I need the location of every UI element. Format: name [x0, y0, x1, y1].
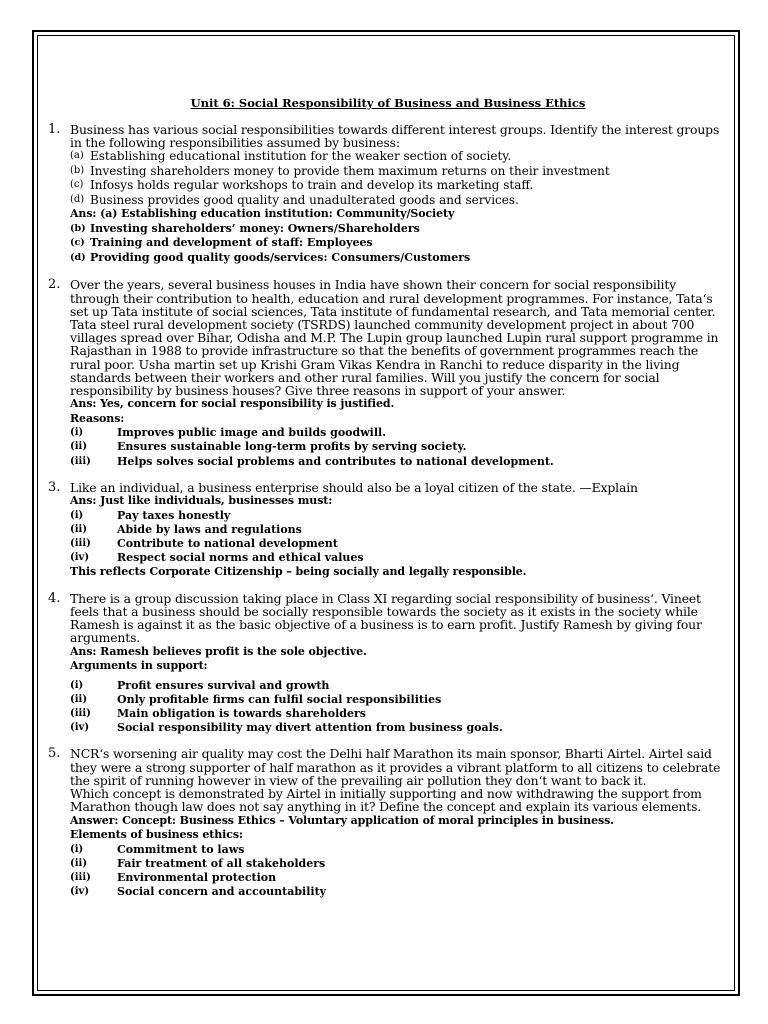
- point-item: (iv) Respect social norms and ethical values: [70, 551, 364, 565]
- question-text-continued: Which concept is demonstrated by Airtel in initially supporting and now withdrawing the support from Marathon though law does not say anything in it? Define the concept and explain its various elements.: [70, 786, 702, 815]
- question-text: NCR‘s worsening air quality may cost the Delhi half Marathon its main sponsor, Bharti Airtel. Airtel said they were a strong supporter of half marathon as it provides a vibrant platform to all citizens to celebrate the spirit of running however in view of the prevailing air pollution they don‘t want to back it.: [70, 746, 721, 788]
- question-number: 1.: [48, 122, 61, 137]
- question-number: 3.: [48, 479, 61, 495]
- option-item: (c) Infosys holds regular workshops to train and develop its marketing staff.: [70, 178, 534, 193]
- point-item: (iii) Contribute to national development: [70, 536, 338, 550]
- answer-item: (d) Providing good quality goods/services: Consumers/Customers: [70, 250, 471, 264]
- argument-item: (iii) Main obligation is towards shareholders: [70, 707, 366, 721]
- argument-item: (iv) Social responsibility may divert attention from business goals.: [70, 721, 503, 735]
- point-item: (i) Pay taxes honestly: [70, 508, 231, 522]
- question-text: Over the years, several business houses in India have shown their concern for social responsibility through their contribution to health, education and rural development programmes. For instance, Tata‘s set up Tata institute of social sciences, Tata institute of fundamental research, and Tata memorial center. Tata steel rural development society (TSRDS) launched community development project in about 700 villages spread over Bihar, Odisha and M.P. The Lupin group launched Lupin rural support programme in Rajasthan in 1988 to provide infrastructure so that the benefits of government programmes reach the rural poor. Usha martin set up Krishi Gram Vikas Kendra in Ranchi to reduce disparity in the living standards between their workers and other rural families. Will you justify the concern for social responsibility by business houses? Give three reasons in support of your answer.: [70, 277, 719, 399]
- question-5: [48, 747, 728, 899]
- answer-text: Ans: Ramesh believes profit is the sole objective.: [70, 644, 367, 658]
- option-item: (b) Investing shareholders money to provide them maximum returns on their investment: [70, 163, 610, 178]
- question-number: 4.: [48, 590, 61, 606]
- question-2: [48, 278, 728, 468]
- reason-item: (i) Improves public image and builds goodwill.: [70, 426, 387, 440]
- question-text: Business has various social responsibilities towards different interest groups. Identify the interest groups in the following responsibilities assumed by business:: [70, 122, 720, 151]
- element-item: (i) Commitment to laws: [70, 842, 245, 856]
- question-3: [48, 481, 728, 580]
- reason-item: (iii) Helps solves social problems and contributes to national development.: [70, 454, 554, 468]
- argument-item: (i) Profit ensures survival and growth: [70, 678, 330, 692]
- answer-text: Ans: (a) Establishing education institution: Community/Society: [70, 207, 455, 221]
- reasons-heading: Reasons:: [70, 411, 125, 425]
- element-item: (ii) Fair treatment of all stakeholders: [70, 856, 326, 870]
- option-item: (a) Establishing educational institution for the weaker section of society.: [70, 149, 512, 164]
- answer-text: Ans: Yes, concern for social responsibility is justified.: [70, 397, 395, 411]
- arguments-heading: Arguments in support:: [70, 659, 208, 673]
- question-number: 2.: [48, 277, 61, 293]
- element-item: (iii) Environmental protection: [70, 870, 277, 884]
- answer-item: (c) Training and development of staff: Employees: [70, 236, 373, 250]
- question-text: There is a group discussion taking place in Class XI regarding social responsibility of business‘. Vineet feels that a business should be socially responsible towards the society as it exists in the society while Ramesh is against it as the basic objective of a business is to earn profit. Justify Ramesh by giving four arguments.: [70, 590, 702, 646]
- question-4: [48, 592, 728, 736]
- question-text: Like an individual, a business enterprise should also be a loyal citizen of the state. —Explain: [70, 479, 638, 495]
- option-item: (d) Business provides good quality and unadulterated goods and services.: [70, 192, 519, 207]
- argument-item: (ii) Only profitable firms can fulfil social responsibilities: [70, 692, 442, 706]
- answer-item: (b) Investing shareholders’ money: Owners/Shareholders: [70, 221, 420, 235]
- answer-text: Ans: Just like individuals, businesses must:: [70, 494, 333, 508]
- point-item: (ii) Abide by laws and regulations: [70, 522, 302, 536]
- question-1: [48, 123, 728, 265]
- reason-item: (ii) Ensures sustainable long-term profits by serving society.: [70, 440, 467, 454]
- answer-text: Answer: Concept: Business Ethics – Voluntary application of moral principles in business.: [70, 813, 614, 827]
- elements-heading: Elements of business ethics:: [70, 828, 243, 841]
- conclusion-text: This reflects Corporate Citizenship – being socially and legally responsible.: [70, 565, 527, 579]
- question-number: 5.: [48, 746, 61, 762]
- document-title: Unit 6: Social Responsibility of Business and Business Ethics: [190, 96, 586, 110]
- element-item: (iv) Social concern and accountability: [70, 885, 327, 899]
- document-body: [48, 96, 728, 899]
